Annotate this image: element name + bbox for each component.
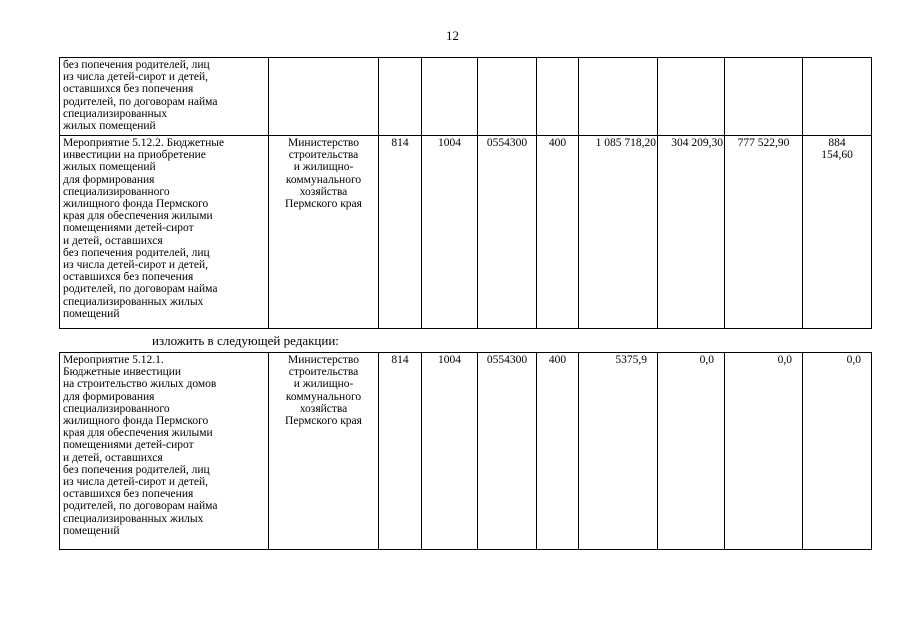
row-value-1: 1 085 718,20 [579,136,658,329]
empty-cell [658,58,725,136]
empty-cell [537,58,579,136]
row-grbs: 814 [379,136,422,329]
row-ministry: Министерство строительства и жилищно- коммунального хозяйства Пермского края [269,136,379,329]
table-row-measure-5-12-2 [60,136,872,329]
row-value-4: 884 154,60 [803,136,872,329]
empty-cell [379,58,422,136]
row-description: Мероприятие 5.12.2. Бюджетные инвестиции на приобретение жилых помещений для формирования специализированного жилищного фонда Пермского края для обеспечения жилыми помещениями детей-сирот и детей, оставшихся без попечения родителей, лиц из числа детей-сирот и детей, оставшихся без попечения родителей, по договорам найма специализированных жилых помещений [60,136,269,329]
empty-cell [579,58,658,136]
empty-cell [422,58,478,136]
row-description: Мероприятие 5.12.1. Бюджетные инвестиции на строительство жилых домов для формирования специализированного жилищного фонда Пермского края для обеспечения жилыми помещениями детей-сирот и детей, оставшихся без попечения родителей, лиц из числа детей-сирот и детей, оставшихся без попечения родителей, по договорам найма специализированных жилых помещений [60,353,269,550]
row-expense-type: 400 [537,353,579,550]
row-value-3: 0,0 [725,353,803,550]
empty-cell [478,58,537,136]
table-row-measure-5-12-1 [60,353,872,550]
row-value-2: 304 209,30 [658,136,725,329]
intro-text: изложить в следующей редакции: [152,333,339,348]
table-row-continuation [60,58,872,136]
page-number: 12 [446,28,459,43]
budget-table-top [59,57,872,329]
empty-cell [725,58,803,136]
row-ministry: Министерство строительства и жилищно- коммунального хозяйства Пермского края [269,353,379,550]
row-expense-type: 400 [537,136,579,329]
row-value-3: 777 522,90 [725,136,803,329]
row-target-item: 0554300 [478,136,537,329]
row-value-4: 0,0 [803,353,872,550]
empty-cell [803,58,872,136]
row-value-1: 5375,9 [579,353,658,550]
row-section: 1004 [422,136,478,329]
row-grbs: 814 [379,353,422,550]
row-value-2: 0,0 [658,353,725,550]
row-description: без попечения родителей, лиц из числа детей-сирот и детей, оставшихся без попечения родителей, по договорам найма специализированных жилых помещений [60,58,269,136]
empty-cell [269,58,379,136]
row-section: 1004 [422,353,478,550]
row-target-item: 0554300 [478,353,537,550]
budget-table-bottom [59,352,872,550]
